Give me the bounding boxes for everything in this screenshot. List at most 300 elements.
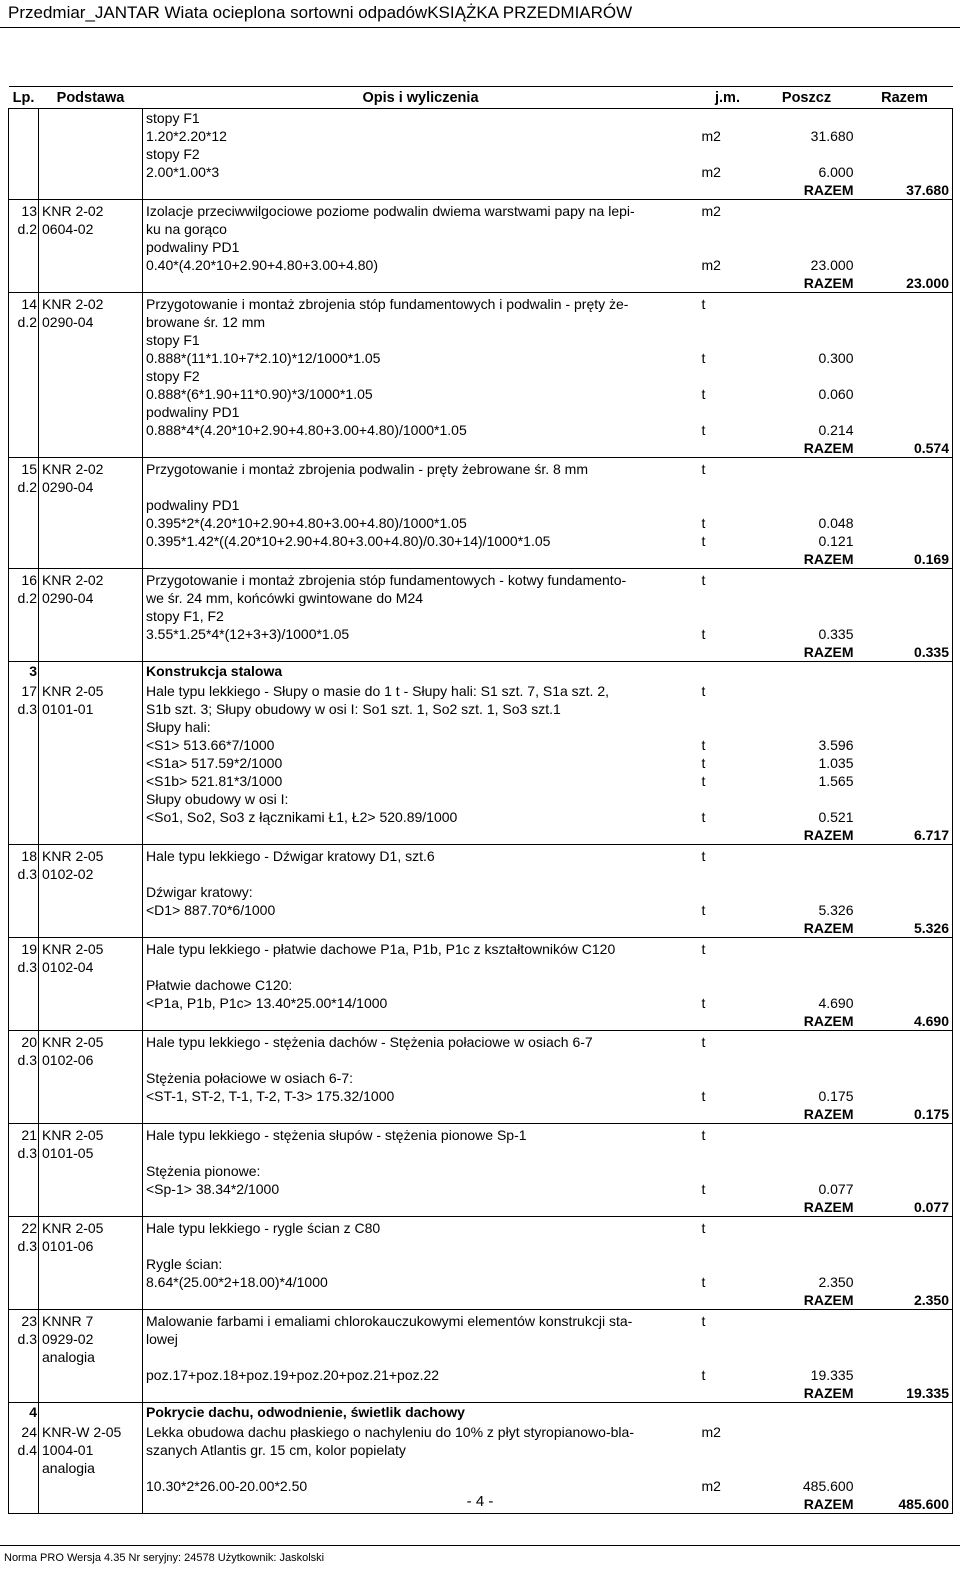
lp-cell: [9, 109, 39, 128]
col-razem-header: Razem: [857, 87, 953, 109]
razem-cell: [857, 718, 953, 736]
lp-cell: 14: [9, 293, 39, 314]
razem-cell: [857, 1330, 953, 1348]
razem-cell: [857, 145, 953, 163]
position-row: [9, 1031, 953, 1052]
razem-cell: [857, 367, 953, 385]
table-row: [9, 958, 953, 976]
podstawa-cell: 0290-04: [39, 589, 143, 607]
lp-cell: 22: [9, 1217, 39, 1238]
poszcz-cell: [757, 1144, 857, 1162]
poszcz-cell: 1.565: [818, 773, 854, 789]
razem-cell: [857, 607, 953, 625]
poszcz-cell: [757, 1255, 857, 1273]
lp-cell: [9, 145, 39, 163]
opis-cell: 0.395*1.42*((4.20*10+2.90+4.80+3.00+4.80)/0.30+14)/1000*1.05: [146, 533, 551, 549]
jm-cell: [699, 607, 757, 625]
jm-cell: [699, 1069, 757, 1087]
table-row: [9, 478, 953, 496]
podstawa-cell: 0290-04: [39, 313, 143, 331]
lp-cell: [9, 127, 39, 145]
unit: t: [701, 941, 706, 957]
razem-value: 4.690: [857, 1012, 953, 1031]
opis-cell: szanych Atlantis gr. 15 cm, kolor popielaty: [146, 1442, 406, 1458]
lp-cell: d.3: [9, 1330, 39, 1348]
unit: t: [701, 1127, 706, 1143]
col-jm-header: j.m.: [699, 87, 757, 109]
podstawa-cell: KNR 2-05: [39, 1217, 143, 1238]
podstawa-cell: [39, 1403, 143, 1422]
opis-cell: [143, 1384, 699, 1403]
table-row: [9, 1144, 953, 1162]
unit: t: [701, 848, 706, 864]
podstawa-cell: [39, 790, 143, 808]
podstawa-cell: [39, 127, 143, 145]
lp-cell: [9, 826, 39, 845]
opis-cell: 0.888*(6*1.90+11*0.90)*3/1000*1.05: [146, 386, 373, 402]
jm-cell: [699, 1459, 757, 1477]
jm-cell: [699, 1421, 757, 1441]
opis-cell: [143, 1291, 699, 1310]
podstawa-cell: 0102-06: [39, 1051, 143, 1069]
podstawa-cell: [39, 718, 143, 736]
podstawa-cell: 0101-01: [39, 700, 143, 718]
razem-value: 19.335: [857, 1384, 953, 1403]
opis-cell: <S1a> 517.59*2/1000: [146, 755, 283, 771]
poszcz-cell: [757, 331, 857, 349]
jm-cell: [699, 865, 757, 883]
jm-cell: [699, 274, 757, 293]
table-row: [9, 772, 953, 790]
col-poszcz-header: Poszcz: [757, 87, 857, 109]
jm-cell: [699, 1087, 757, 1105]
jm-cell: [699, 367, 757, 385]
razem-cell: [857, 385, 953, 403]
jm-cell: [699, 109, 757, 128]
lp-cell: [9, 1366, 39, 1384]
col-podstawa-header: Podstawa: [39, 87, 143, 109]
unit: m2: [701, 1478, 721, 1494]
opis-cell: [143, 439, 699, 458]
opis-cell: S1b szt. 3; Słupy obudowy w osi I: So1 szt. 1, So2 szt. 1, So3 szt.1: [146, 701, 561, 717]
opis-cell: Hale typu lekkiego - stężenia słupów - stężenia pionowe Sp-1: [146, 1127, 527, 1143]
razem-cell: [857, 736, 953, 754]
opis-cell: 10.30*2*26.00-20.00*2.50: [146, 1478, 308, 1494]
razem-value: 37.680: [857, 181, 953, 200]
poszcz-cell: 3.596: [818, 737, 854, 753]
unit: t: [701, 1088, 706, 1104]
table-row: [9, 1255, 953, 1273]
podstawa-cell: [39, 994, 143, 1012]
razem-cell: [857, 421, 953, 439]
opis-cell: Malowanie farbami i emaliami chlorokauczukowymi elementów konstrukcji sta-: [146, 1313, 633, 1329]
razem-cell: [857, 938, 953, 959]
razem-cell: [857, 1031, 953, 1052]
jm-cell: [699, 496, 757, 514]
jm-cell: [699, 385, 757, 403]
lp-cell: [9, 1012, 39, 1031]
lp-cell: [9, 331, 39, 349]
unit: t: [701, 1313, 706, 1329]
lp-cell: [9, 808, 39, 826]
lp-cell: 18: [9, 845, 39, 866]
table-row: [9, 385, 953, 403]
opis-cell: [143, 919, 699, 938]
section-row: [9, 662, 953, 681]
lp-cell: [9, 1459, 39, 1477]
opis-cell: 1.20*2.20*12: [146, 128, 227, 144]
opis-cell: 0.395*2*(4.20*10+2.90+4.80+3.00+4.80)/1000*1.05: [146, 515, 467, 531]
jm-cell: [699, 1031, 757, 1052]
razem-cell: [857, 1217, 953, 1238]
poszcz-cell: 0.077: [818, 1181, 854, 1197]
table-row: [9, 1348, 953, 1366]
poszcz-cell: 2.350: [818, 1274, 854, 1290]
poszcz-cell: [757, 938, 857, 959]
razem-cell: [857, 772, 953, 790]
jm-cell: [699, 550, 757, 569]
table-row: [9, 1180, 953, 1198]
jm-cell: [699, 458, 757, 479]
col-opis-header: Opis i wyliczenia: [143, 87, 699, 109]
jm-cell: [699, 238, 757, 256]
podstawa-cell: [39, 331, 143, 349]
poszcz-cell: [757, 145, 857, 163]
razem-row: [9, 1291, 953, 1310]
position-row: [9, 938, 953, 959]
razem-label: RAZEM: [757, 181, 857, 200]
razem-cell: [857, 625, 953, 643]
lp-cell: [9, 385, 39, 403]
razem-cell: [857, 200, 953, 221]
razem-cell: [857, 1348, 953, 1366]
jm-cell: [699, 1273, 757, 1291]
jm-cell: [699, 421, 757, 439]
razem-label: RAZEM: [757, 1198, 857, 1217]
opis-cell: [143, 1105, 699, 1124]
lp-cell: [9, 1291, 39, 1310]
jm-cell: [699, 754, 757, 772]
unit: t: [701, 386, 706, 402]
table-row: [9, 403, 953, 421]
jm-cell: [699, 439, 757, 458]
podstawa-cell: KNNR 7: [39, 1310, 143, 1331]
razem-cell: [857, 220, 953, 238]
table-row: [9, 901, 953, 919]
lp-cell: 4: [9, 1403, 39, 1422]
poszcz-cell: 0.048: [818, 515, 854, 531]
table-row: [9, 754, 953, 772]
table-row: [9, 331, 953, 349]
podstawa-cell: [39, 1012, 143, 1031]
poszcz-cell: [757, 1330, 857, 1348]
jm-cell: [699, 680, 757, 700]
podstawa-cell: [39, 550, 143, 569]
unit: t: [701, 683, 706, 699]
unit: t: [701, 1274, 706, 1290]
table-row: [9, 313, 953, 331]
poszcz-cell: [757, 589, 857, 607]
poszcz-cell: [757, 1217, 857, 1238]
table-row: [9, 532, 953, 550]
razem-cell: [857, 458, 953, 479]
lp-cell: d.2: [9, 313, 39, 331]
poszcz-cell: [757, 496, 857, 514]
unit: t: [701, 902, 706, 918]
opis-cell: [143, 1198, 699, 1217]
unit: t: [701, 1034, 706, 1050]
podstawa-cell: 0604-02: [39, 220, 143, 238]
opis-cell: ku na gorąco: [146, 221, 227, 237]
razem-cell: [857, 1237, 953, 1255]
poszcz-cell: [757, 1124, 857, 1145]
razem-cell: [857, 901, 953, 919]
table-row: [9, 976, 953, 994]
unit: t: [701, 1367, 706, 1383]
table-row: [9, 994, 953, 1012]
position-row: [9, 680, 953, 700]
razem-value: 0.169: [857, 550, 953, 569]
lp-cell: [9, 238, 39, 256]
poszcz-cell: [757, 718, 857, 736]
table-row: [9, 1069, 953, 1087]
razem-cell: [857, 808, 953, 826]
jm-cell: [699, 790, 757, 808]
jm-cell: [699, 1012, 757, 1031]
poszcz-cell: 6.000: [818, 164, 854, 180]
poszcz-cell: [757, 569, 857, 590]
podstawa-cell: KNR 2-02: [39, 569, 143, 590]
jm-cell: [699, 1237, 757, 1255]
razem-cell: [857, 238, 953, 256]
unit: t: [701, 533, 706, 549]
poszcz-cell: 485.600: [802, 1478, 854, 1494]
poszcz-cell: 31.680: [810, 128, 854, 144]
razem-row: [9, 1384, 953, 1403]
opis-cell: Dźwigar kratowy:: [146, 884, 253, 900]
lp-cell: 23: [9, 1310, 39, 1331]
razem-value: 0.077: [857, 1198, 953, 1217]
poszcz-cell: [757, 976, 857, 994]
unit: t: [701, 1220, 706, 1236]
podstawa-cell: [39, 439, 143, 458]
position-row: [9, 1124, 953, 1145]
table-row: [9, 736, 953, 754]
lp-cell: [9, 403, 39, 421]
razem-cell: [857, 1366, 953, 1384]
lp-cell: d.3: [9, 1144, 39, 1162]
poszcz-cell: [757, 1069, 857, 1087]
podstawa-cell: KNR 2-02: [39, 293, 143, 314]
opis-cell: stopy F1: [146, 110, 200, 126]
unit: t: [701, 1181, 706, 1197]
table-body: [9, 109, 953, 1514]
poszcz-cell: 23.000: [810, 257, 854, 273]
poszcz-cell: [757, 313, 857, 331]
lp-cell: [9, 1105, 39, 1124]
table-row: [9, 1051, 953, 1069]
table-row: [9, 607, 953, 625]
razem-row: [9, 1105, 953, 1124]
podstawa-cell: [39, 496, 143, 514]
table-row: [9, 808, 953, 826]
poszcz-cell: [757, 1459, 857, 1477]
jm-cell: [699, 220, 757, 238]
section-title: Pokrycie dachu, odwodnienie, świetlik dachowy: [146, 1404, 465, 1420]
podstawa-cell: KNR 2-05: [39, 845, 143, 866]
razem-value: 0.574: [857, 439, 953, 458]
poszcz-cell: [757, 1162, 857, 1180]
opis-cell: podwaliny PD1: [146, 497, 240, 513]
poszcz-cell: [757, 845, 857, 866]
opis-cell: Przygotowanie i montaż zbrojenia stóp fundamentowych - kotwy fundamento-: [146, 572, 627, 588]
razem-cell: [857, 163, 953, 181]
podstawa-cell: [39, 901, 143, 919]
opis-cell: [143, 865, 699, 883]
poszcz-cell: [757, 1441, 857, 1459]
razem-cell: [857, 109, 953, 128]
razem-cell: [857, 127, 953, 145]
jm-cell: [699, 938, 757, 959]
jm-cell: [699, 736, 757, 754]
position-row: [9, 458, 953, 479]
razem-cell: [857, 293, 953, 314]
razem-label: RAZEM: [757, 550, 857, 569]
podstawa-cell: [39, 514, 143, 532]
table-row: [9, 625, 953, 643]
razem-cell: [857, 1051, 953, 1069]
razem-cell: [857, 1273, 953, 1291]
razem-value: 23.000: [857, 274, 953, 293]
podstawa-cell: 0101-05: [39, 1144, 143, 1162]
poszcz-cell: [757, 662, 857, 681]
lp-cell: [9, 643, 39, 662]
table-row: [9, 496, 953, 514]
position-row: [9, 293, 953, 314]
opis-cell: Płatwie dachowe C120:: [146, 977, 293, 993]
jm-cell: [699, 1255, 757, 1273]
lp-cell: [9, 772, 39, 790]
poszcz-cell: [757, 458, 857, 479]
jm-cell: [699, 1348, 757, 1366]
lp-cell: [9, 496, 39, 514]
unit: t: [701, 296, 706, 312]
poszcz-cell: [757, 1031, 857, 1052]
poszcz-cell: 0.060: [818, 386, 854, 402]
lp-cell: [9, 919, 39, 938]
poszcz-cell: [757, 1051, 857, 1069]
podstawa-cell: [39, 1291, 143, 1310]
jm-cell: [699, 145, 757, 163]
lp-cell: [9, 256, 39, 274]
podstawa-cell: KNR 2-05: [39, 1124, 143, 1145]
poszcz-cell: [757, 883, 857, 901]
razem-cell: [857, 883, 953, 901]
opis-cell: <P1a, P1b, P1c> 13.40*25.00*14/1000: [146, 995, 388, 1011]
podstawa-cell: [39, 772, 143, 790]
opis-cell: <S1b> 521.81*3/1000: [146, 773, 283, 789]
razem-value: 5.326: [857, 919, 953, 938]
unit: t: [701, 626, 706, 642]
razem-cell: [857, 1144, 953, 1162]
opis-cell: podwaliny PD1: [146, 239, 240, 255]
unit: m2: [701, 1424, 721, 1440]
jm-cell: [699, 200, 757, 221]
razem-row: [9, 919, 953, 938]
unit: t: [701, 809, 706, 825]
opis-cell: <S1> 513.66*7/1000: [146, 737, 275, 753]
lp-cell: [9, 181, 39, 200]
razem-cell: [857, 478, 953, 496]
unit: m2: [701, 164, 721, 180]
lp-cell: [9, 976, 39, 994]
razem-label: RAZEM: [757, 1012, 857, 1031]
table-row: [9, 1366, 953, 1384]
opis-cell: Przygotowanie i montaż zbrojenia stóp fundamentowych i podwalin - pręty że-: [146, 296, 629, 312]
razem-value: 0.335: [857, 643, 953, 662]
col-lp-header: Lp.: [9, 87, 39, 109]
opis-cell: poz.17+poz.18+poz.19+poz.20+poz.21+poz.22: [146, 1367, 440, 1383]
opis-cell: 2.00*1.00*3: [146, 164, 220, 180]
podstawa-cell: [39, 181, 143, 200]
lp-cell: [9, 1087, 39, 1105]
razem-row: [9, 181, 953, 200]
podstawa-cell: [39, 883, 143, 901]
razem-row: [9, 826, 953, 845]
unit: t: [701, 755, 706, 771]
document-header: [8, 3, 632, 23]
footer-divider: [0, 1545, 960, 1546]
lp-cell: [9, 421, 39, 439]
razem-label: RAZEM: [757, 1105, 857, 1124]
razem-cell: [857, 514, 953, 532]
razem-row: [9, 1198, 953, 1217]
poszcz-cell: [757, 109, 857, 128]
lp-cell: [9, 607, 39, 625]
razem-cell: [857, 1180, 953, 1198]
podstawa-cell: [39, 274, 143, 293]
software-info: Norma PRO Wersja 4.35 Nr seryjny: 24578 Użytkownik: Jaskolski: [4, 1552, 325, 1564]
jm-cell: [699, 1217, 757, 1238]
poszcz-cell: [757, 1237, 857, 1255]
poszcz-cell: [757, 478, 857, 496]
table-row: [9, 1087, 953, 1105]
table-row: [9, 256, 953, 274]
jm-cell: [699, 1366, 757, 1384]
table-row: [9, 421, 953, 439]
lp-cell: 19: [9, 938, 39, 959]
poszcz-cell: [757, 790, 857, 808]
opis-cell: [143, 826, 699, 845]
jm-cell: [699, 532, 757, 550]
opis-cell: 3.55*1.25*4*(12+3+3)/1000*1.05: [146, 626, 350, 642]
jm-cell: [699, 662, 757, 681]
razem-row: [9, 274, 953, 293]
document-section: KSIĄŻKA PRZEDMIARÓW: [427, 3, 633, 22]
podstawa-cell: 0929-02: [39, 1330, 143, 1348]
section-row: [9, 1403, 953, 1422]
razem-row: [9, 439, 953, 458]
podstawa-cell: [39, 1198, 143, 1217]
unit: t: [701, 422, 706, 438]
razem-cell: [857, 1087, 953, 1105]
podstawa-cell: [39, 367, 143, 385]
header-divider: [0, 27, 960, 28]
opis-cell: Hale typu lekkiego - płatwie dachowe P1a, P1b, P1c z kształtowników C120: [146, 941, 616, 957]
opis-cell: Stężenia pionowe:: [146, 1163, 261, 1179]
lp-cell: [9, 367, 39, 385]
table-row: [9, 700, 953, 718]
